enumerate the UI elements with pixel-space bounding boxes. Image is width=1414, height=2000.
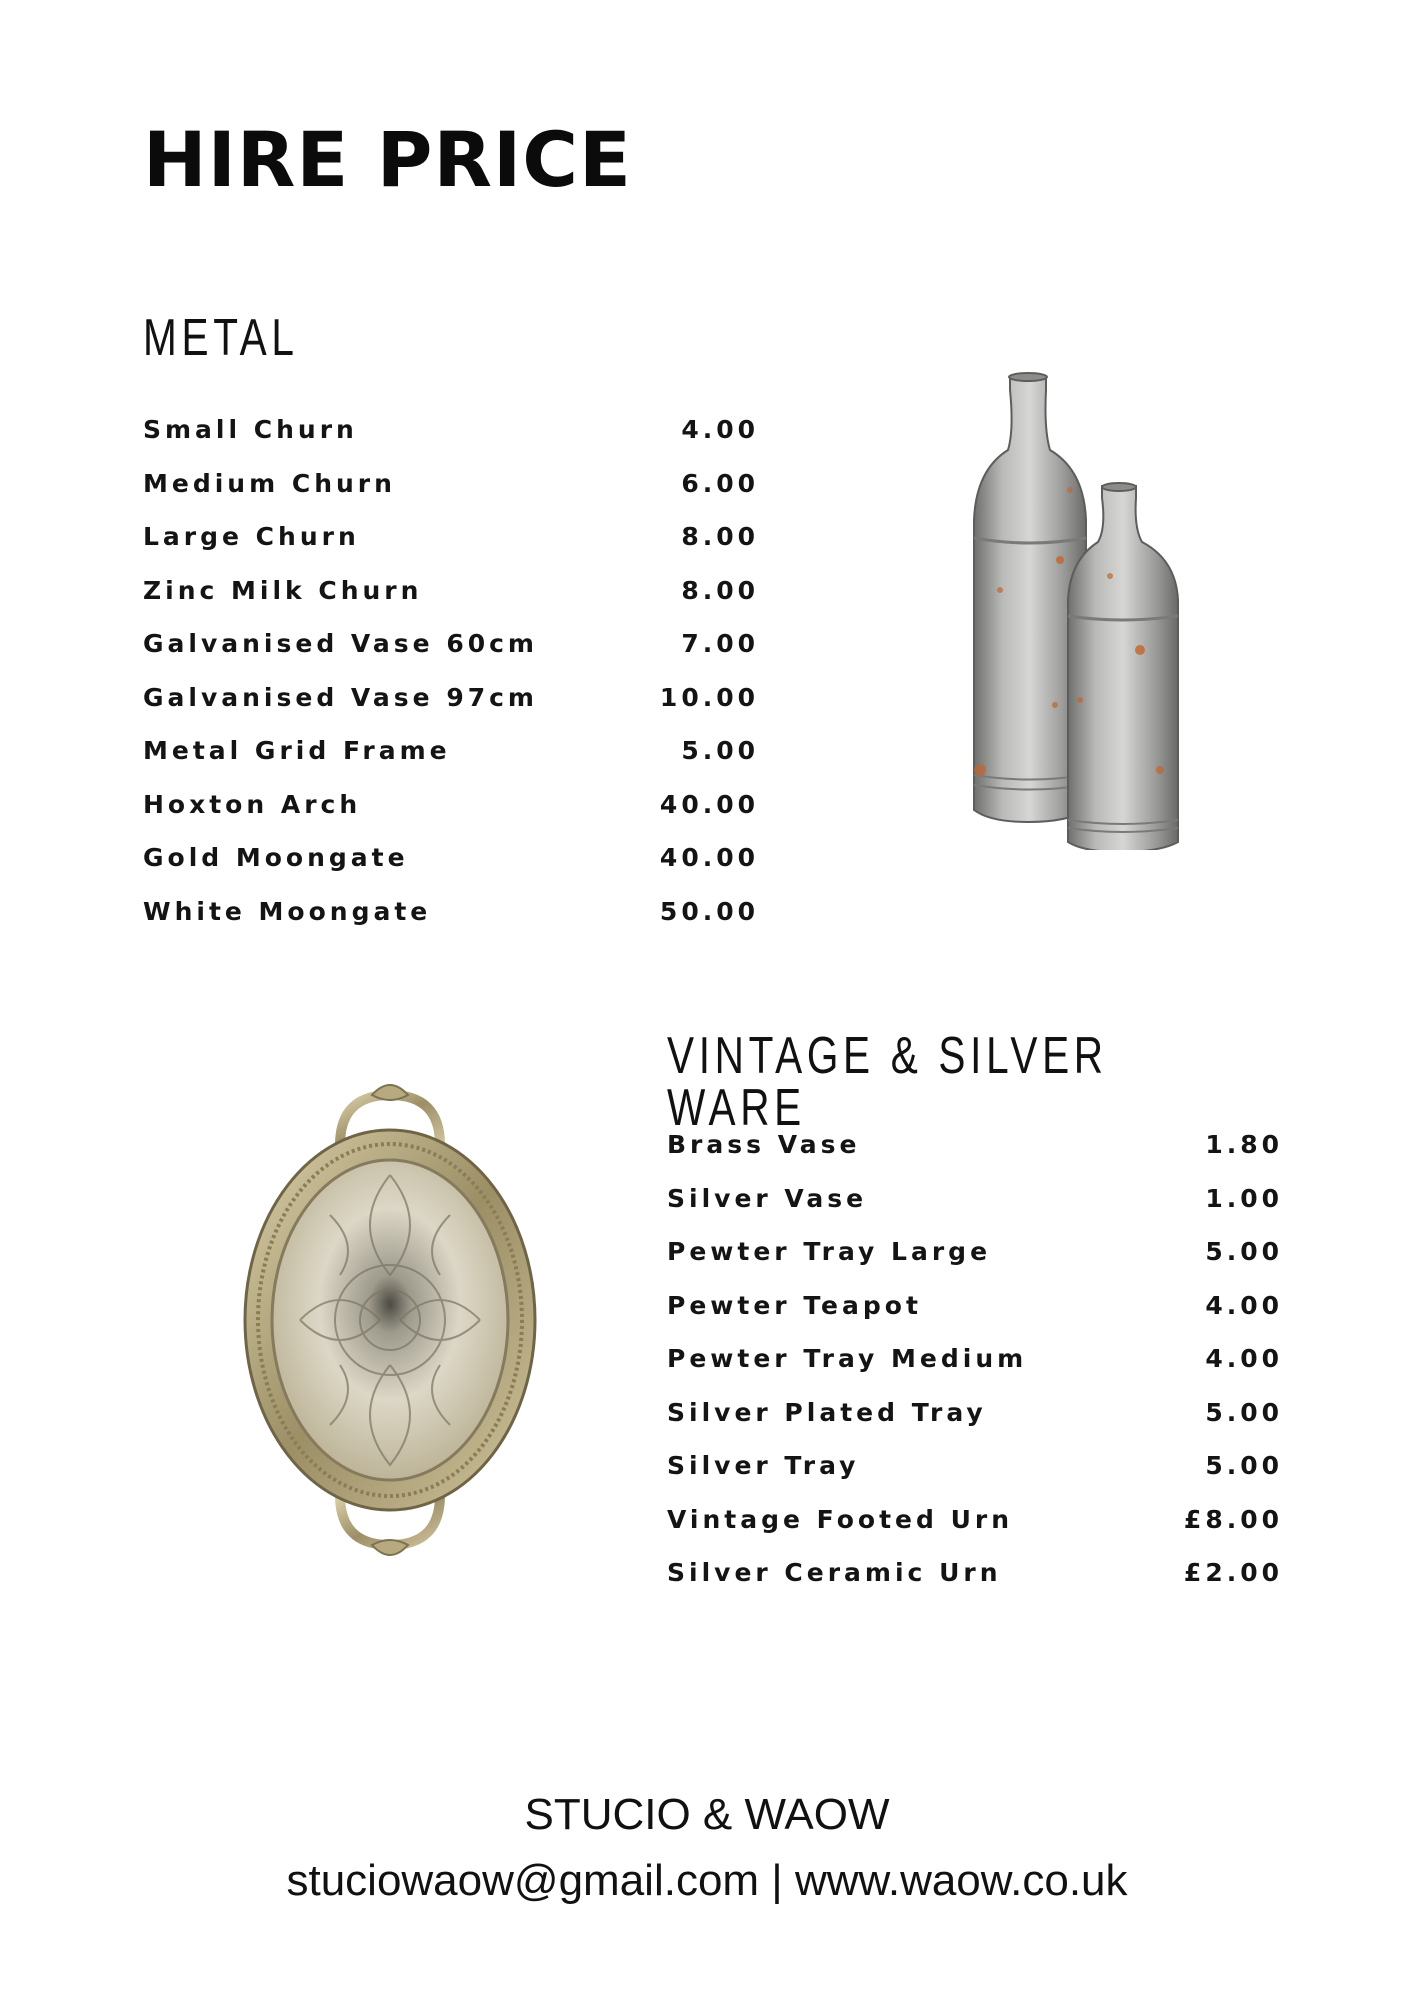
- price-row: [143, 778, 759, 832]
- item-price: £8.00: [1183, 1504, 1283, 1534]
- price-row: [667, 1332, 1283, 1386]
- price-row: [667, 1225, 1283, 1279]
- item-name: Gold Moongate: [143, 843, 409, 873]
- price-row: [667, 1546, 1283, 1600]
- item-price: 5.00: [681, 736, 759, 766]
- item-price: 40.00: [659, 789, 759, 819]
- price-row: [143, 617, 759, 671]
- item-price: 10.00: [659, 682, 759, 712]
- item-name: White Moongate: [143, 896, 432, 926]
- item-name: Pewter Tray Medium: [667, 1344, 1028, 1374]
- item-name: Small Churn: [143, 415, 358, 445]
- item-name: Galvanised Vase 97cm: [143, 682, 538, 712]
- item-price: 50.00: [659, 896, 759, 926]
- item-name: Silver Plated Tray: [667, 1397, 987, 1427]
- item-name: Pewter Teapot: [667, 1290, 922, 1320]
- item-name: Metal Grid Frame: [143, 736, 451, 766]
- item-name: Silver Tray: [667, 1451, 860, 1481]
- item-name: Brass Vase: [667, 1130, 861, 1160]
- item-name: Medium Churn: [143, 468, 396, 498]
- price-row: [143, 510, 759, 564]
- item-price: 1.00: [1205, 1183, 1283, 1213]
- price-row: [667, 1386, 1283, 1440]
- price-row: [143, 885, 759, 939]
- item-price: 6.00: [681, 468, 759, 498]
- item-price: 4.00: [1205, 1344, 1283, 1374]
- item-price: 4.00: [681, 415, 759, 445]
- item-name: Silver Vase: [667, 1183, 868, 1213]
- vintage-section-title: VINTAGE & SILVER WARE: [667, 1027, 1108, 1137]
- item-price: 8.00: [681, 522, 759, 552]
- page-title: HIRE PRICE: [143, 115, 632, 204]
- silver-tray-image: [240, 1075, 540, 1565]
- price-row: [667, 1279, 1283, 1333]
- price-row: [143, 564, 759, 618]
- price-row: [143, 457, 759, 511]
- price-row: [143, 831, 759, 885]
- item-name: Zinc Milk Churn: [143, 575, 423, 605]
- price-row: [667, 1439, 1283, 1493]
- price-row: [143, 724, 759, 778]
- item-price: 7.00: [681, 629, 759, 659]
- price-row: [667, 1493, 1283, 1547]
- item-price: 8.00: [681, 575, 759, 605]
- footer-contact[interactable]: stuciowaow@gmail.com | www.waow.co.uk: [286, 1856, 1128, 1905]
- price-row: [667, 1118, 1283, 1172]
- metal-price-list: [143, 403, 759, 938]
- metal-churns-image: [960, 370, 1200, 850]
- price-row: [667, 1172, 1283, 1226]
- item-name: Silver Ceramic Urn: [667, 1558, 1002, 1588]
- item-name: Hoxton Arch: [143, 789, 362, 819]
- item-price: 5.00: [1205, 1397, 1283, 1427]
- metal-section-title: METAL: [143, 309, 299, 367]
- price-row: [143, 403, 759, 457]
- footer-brand: STUCIO & WAOW: [524, 1790, 890, 1839]
- item-price: 5.00: [1205, 1451, 1283, 1481]
- item-price: 4.00: [1205, 1290, 1283, 1320]
- price-row: [143, 671, 759, 725]
- item-price: 40.00: [659, 843, 759, 873]
- item-price: 5.00: [1205, 1237, 1283, 1267]
- item-price: 1.80: [1205, 1130, 1283, 1160]
- item-name: Galvanised Vase 60cm: [143, 629, 538, 659]
- item-name: Pewter Tray Large: [667, 1237, 992, 1267]
- item-name: Large Churn: [143, 522, 360, 552]
- item-price: £2.00: [1183, 1558, 1283, 1588]
- item-name: Vintage Footed Urn: [667, 1504, 1013, 1534]
- vintage-price-list: [667, 1118, 1283, 1600]
